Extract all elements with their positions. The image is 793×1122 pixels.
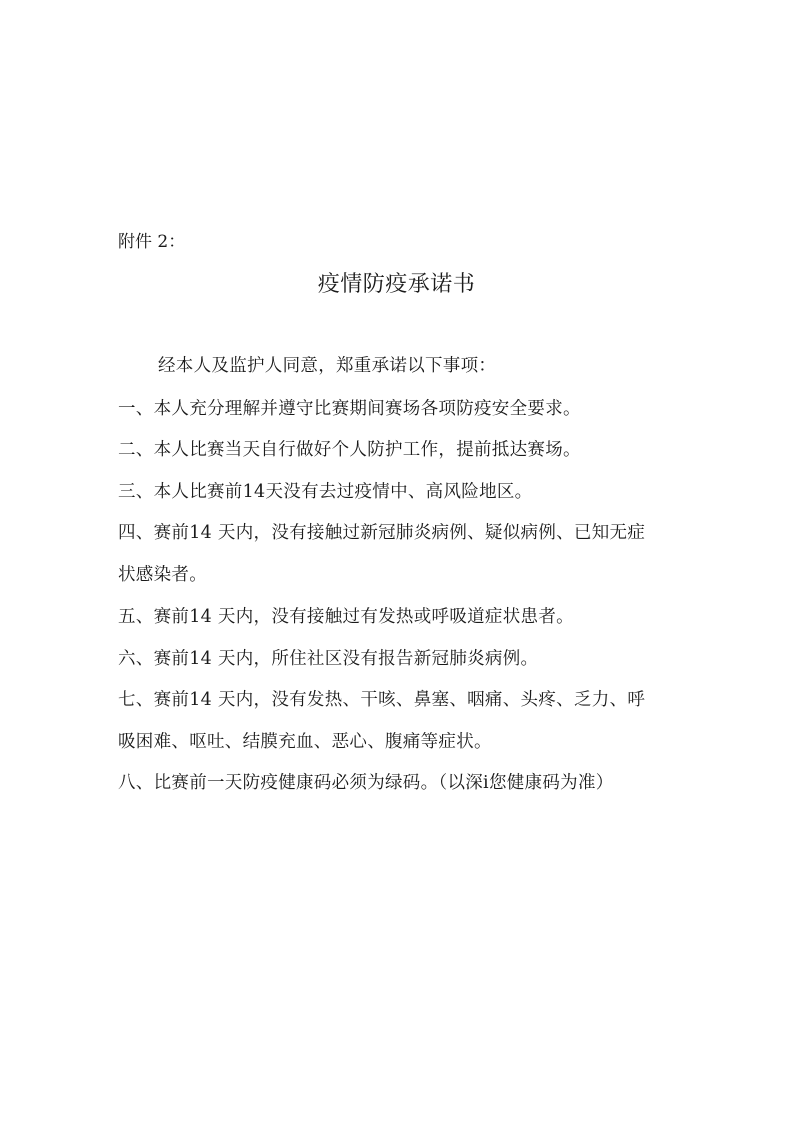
attachment-label: 附件 2： [118,232,186,252]
commitment-item-2: 二、本人比赛当天自行做好个人防护工作，提前抵达赛场。 [118,440,581,460]
commitment-item-3: 三、本人比赛前14天没有去过疫情中、高风险地区。 [118,482,533,502]
commitment-item-7-continued: 吸困难、呕吐、结膜充血、恶心、腹痛等症状。 [118,732,492,752]
intro-paragraph: 经本人及监护人同意，郑重承诺以下事项： [158,356,497,376]
commitment-item-8: 八、比赛前一天防疫健康码必须为绿码。（以深i您健康码为准） [118,773,614,793]
commitment-item-5: 五、赛前14 天内，没有接触过有发热或呼吸道症状患者。 [118,607,574,627]
commitment-item-6: 六、赛前14 天内，所住社区没有报告新冠肺炎病例。 [118,649,539,669]
document-title: 疫情防疫承诺书 [317,272,476,297]
commitment-item-4: 四、赛前14 天内，没有接触过新冠肺炎病例、疑似病例、已知无症 [118,523,646,543]
commitment-item-1: 一、本人充分理解并遵守比赛期间赛场各项防疫安全要求。 [118,399,581,419]
commitment-item-4-continued: 状感染者。 [118,565,207,585]
commitment-item-7: 七、赛前14 天内，没有发热、干咳、鼻塞、咽痛、头疼、乏力、呼 [118,690,646,710]
